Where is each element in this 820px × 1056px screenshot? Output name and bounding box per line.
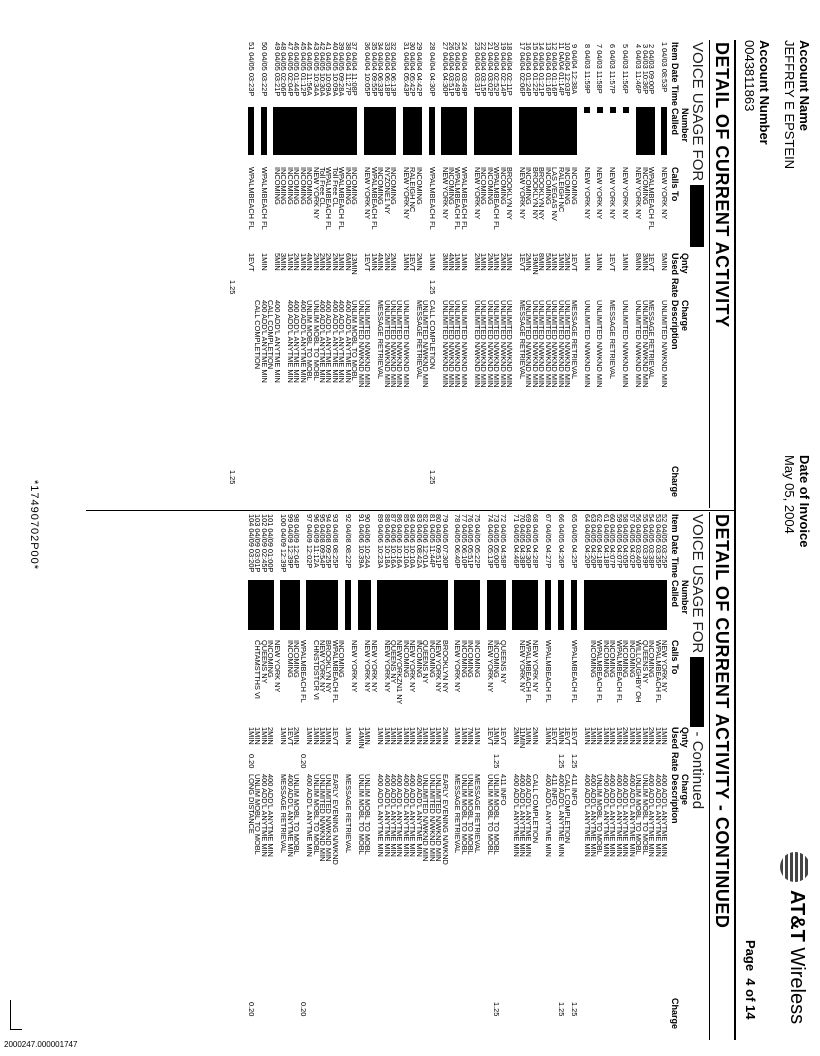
right-hdr-number: Number Called (670, 580, 690, 615)
redaction-bar (610, 107, 616, 113)
right-hdr-charge: Charge (670, 998, 680, 1030)
redaction-bar (441, 107, 467, 155)
redaction-bar (248, 580, 274, 630)
right-title-rule (709, 512, 710, 1040)
redaction-bar (571, 580, 577, 630)
account-number-label: Account Number (757, 40, 772, 145)
crop-mark-horizontal (10, 1029, 22, 1030)
redaction-bar (545, 580, 551, 630)
right-hdr-rate: Rate (670, 752, 680, 772)
column-divider (86, 510, 736, 511)
redaction-bar (261, 107, 267, 155)
left-redacted-numbers (242, 107, 667, 155)
page-number: Page 4 of 14 (743, 940, 758, 1020)
att-logo (785, 890, 808, 1024)
redaction-bar (558, 580, 564, 630)
account-name-label: Account Name (797, 40, 812, 132)
right-col-item: 52 04/05 03:25P 53 04/05 03:35P 54 04/05 03:38P 55 04/05 03:39P 56 04/05 03:40P 57 04/05 04:02P 58 04/05 04:05P 59 04/05 04:07P 60 04/05 04:07P 61 04/05 04:18P 62 04/05 04:18P 63 04/05 04:20P 64 04/05 04:20P 65 04/05 04:25P 66 04/05 04:26P 67 04/05 04:27P 68 04/05 04:28P 69 04/05 04:30P 70 04/05 04:38P 71 04/05 04:46P 72 04/05 04:58P 73 04/05 05:00P 74 04/05 05:13P 75 04/05 05:22P 76 04/05 05:51P 77 04/05 06:10P 78 04/05 06:40P 79 04/05 07:30P 80 04/05 09:51P 81 04/05 11:44P 82 04/06 12:01A 83 04/06 08:42A 84 04/06 10:10A 85 04/06 10:10A 86 04/06 10:16A 87 04/06 10:16A 88 04/06 10:18A 89 04/06 10:23A 90 04/06 10:24A 91 04/06 10:39A 92 04/08 08:22P 93 04/08 08:25P 94 04/08 09:25P 95 04/08 09:54P 96 04/09 11:12A 97 04/09 12:02P 98 04/09 12:04P 99 04/09 12:39P 100 04/09 12:39P 101 04/09 01:00P 102 04/09 02:45P 103 04/09 03:01P 104 04/09 03:20P (247, 514, 669, 573)
left-title-rule (709, 40, 710, 508)
left-hdr-item: Item Date Time (670, 42, 680, 106)
redaction-bar (364, 107, 396, 155)
right-usage-title-text: VOICE USAGE FOR (689, 514, 706, 654)
left-hdr-desc: Charge Description (670, 300, 690, 350)
redaction-bar (454, 580, 480, 630)
right-col-rate: 1.25 1.25 1.25 0.20 0.20 (247, 754, 579, 769)
redaction-bar (358, 580, 371, 630)
right-hdr-qnty: Qnty Used (670, 727, 690, 750)
redaction-bar (280, 580, 300, 630)
redaction-bar (306, 580, 338, 630)
redaction-bar (512, 580, 538, 630)
redaction-bar (661, 107, 667, 155)
header-rule (734, 40, 736, 1040)
redaction-bar (597, 107, 603, 113)
invoice-date: May 05, 2004 (782, 455, 797, 534)
att-globe-icon (780, 852, 810, 882)
left-col-calls-to: NEW YORK NY WPALMBEACH FL INCOMING NEW YORK NY NEW YORK NY NEW YORK NY NEW YORK NY NEW YORK NY INCOMING INCOMING RALEIGH NC LAS VEGAS NV INCOMING BROOKLYN NY BROOKLYN NY INCOMING NEW YORK NY BROOKLYN NY INCOMING WPALMBEACH FL INCOMING INCOMING NEW YORK NY WPALMBEACH FL WPALMBEACH FL INCOMING NEW YORK NY WPALMBEACH FL INCOMING RALEIGH NC NEW YORK NY INCOMING NYZONE1 NY INCOMING WPALMBEACH FL NEW YORK NY INCOMING INCOMING WPALMBEACH FL Toll Free CL WPALMBEACH FL Toll Free CL NEW YORK NY INCOMING INCOMING INCOMING INCOMING INCOMING INCOMING WPALMBEACH FL WPALMBEACH FL (247, 167, 669, 230)
redaction-bar (623, 107, 629, 113)
account-block (742, 40, 812, 169)
redaction-bar (403, 107, 422, 155)
left-hdr-rate: Rate (670, 278, 680, 298)
left-col-qnty: 5MIN 1EVT 3MIN 8MIN 1MIN 1EVT 1MIN 1MIN 1EVT 2MIN 1MIN 1MIN 5MIN 8MIN 19MIN 2MIN 1EVT 1MIN 2MIN 1MIN 2MIN 1MIN 2MIN 1MIN 1MIN 4MIN 3MIN 1MIN 2MIN 1EVT 1MIN 2MIN 2MIN 4MIN 1MIN 1EVT 13MIN 6MIN 1MIN 2MIN 2MIN 2MIN 2MIN 4MIN 1MIN 2MIN 1MIN 3MIN 5MIN 1MIN 1EVT (247, 253, 669, 275)
left-col-rate: 1.25 1.25 (227, 280, 437, 295)
continued-label: - Continued (689, 731, 706, 810)
redaction-bar (474, 107, 512, 155)
redaction-bar (248, 107, 254, 155)
right-redacted-numbers (267, 580, 667, 630)
right-section-title: DETAIL OF CURRENT ACTIVITY - CONTINUED (712, 514, 732, 929)
barcode-text: *17490702P00* (28, 480, 40, 571)
right-hdr-desc: Charge Description (670, 774, 690, 824)
left-hdr-qnty: Qnty Used (670, 253, 690, 276)
right-hdr-calls-to: Calls To (670, 640, 680, 675)
redaction-bar (345, 580, 351, 630)
right-hdr-item: Item Date Time (670, 514, 680, 578)
right-col-qnty: 1MIN 1MIN 2MIN 1MIN 1MIN 1MIN 2MIN 1MIN 1MIN 1MIN 1MIN 1MIN 1MIN 1EVT 1EVT 1MIN 1EVT 1MIN 2MIN 1MIN 11MIN 2MIN 1EVT 1MIN 1EVT 1MIN 7MIN 1MIN 1MIN 2MIN 1MIN 1MIN 1MIN 2MIN 1MIN 1MIN 1MIN 1MIN 1MIN 1MIN 1MIN 14MIN 1MIN 1EVT 1MIN 1MIN 1MIN 1MIN 2MIN 1EVT 1MIN 2MIN 1MIN 1MIN 1MIN (247, 727, 669, 749)
invoice-date-label: Date of Invoice (797, 455, 812, 548)
right-usage-title (689, 514, 706, 809)
right-col-desc: 400 ADD'L ANYTME MIN 400 ADD'L ANYTME MIN 400 ADD'L ANYTME MIN UNLIM MOBL TO MOBL UNLIM MOBL TO MOBL 400 ADD'L ANYTME MIN 400 ADD'L ANYTME MIN 400 ADD'L ANYTME MIN 400 ADD'L ANYTME MIN 400 ADD'L ANYTME MIN UNLIM MOBL TO MOBL 400 ADD'L ANYTME MIN 400 ADD'L ANYTME MIN 411 INFO CALL COMPLETION 400 ADD'L ANYTME MIN 411 INFO 400 ADD'L ANYTME MIN CALL COMPLETION 400 ADD'L ANYTME MIN 400 ADD'L ANYTME MIN 400 ADD'L ANYTME MIN 411 INFO UNLIM MOBL TO MOBL UNLIM MOBL TO MOBL MESSAGE RETRIEVAL UNLIM MOBL TO MOBL UNLIM MOBL TO MOBL MESSAGE RETRIEVAL EARLY EVENING N/WKND UNLIMITED N/WKND MIN UNLIMITED N/WKND MIN UNLIMITED N/WKND MIN 400 ADD'L ANYTME MIN 400 ADD'L ANYTME MIN 400 ADD'L ANYTME MIN 400 ADD'L ANYTME MIN 400 ADD'L ANYTME MIN 400 ADD'L ANYTME MIN 400 ADD'L ANYTME MIN UNLIM MOBL TO MOBL UNLIM MOBL TO MOBL MESSAGE RETRIEVAL EARLY EVENING N/WKND UNLIMITED N/WKND MIN UNLIMITED N/WKND MIN UNLIM MOBL TO MOBL 400 ADD'L ANYTME MIN UNLIM MOBL TO MOBL 400 ADD'L ANYTME MIN MESSAGE RETRIEVAL 400 ADD'L ANYTME MIN 400 ADD'L ANYTME MIN UNLIM MOBL TO MOBL LONG DISTANCE (247, 774, 669, 865)
document-id: 2000247.000001747 (4, 1040, 78, 1049)
redaction-bar (636, 107, 655, 155)
redaction-bar (584, 107, 590, 113)
crop-mark-vertical (10, 1000, 11, 1030)
left-usage-title (689, 42, 706, 247)
invoice-date-block (782, 455, 812, 547)
left-hdr-calls-to: Calls To (670, 167, 680, 202)
redaction-bar (519, 107, 577, 155)
left-section-title: DETAIL OF CURRENT ACTIVITY (712, 42, 732, 328)
account-name: JEFFREY E EPSTEIN (782, 40, 797, 170)
redacted-phone-box (690, 185, 704, 247)
logo-suffix: Wireless (786, 947, 808, 1025)
redaction-bar (273, 107, 357, 155)
redacted-phone-box (690, 657, 704, 727)
left-hdr-number: Number Called (670, 108, 690, 143)
account-number: 0043811863 (742, 40, 757, 112)
redaction-bar (429, 107, 435, 155)
redaction-bar (377, 580, 448, 630)
left-col-desc: UNLIMITED N/WKND MIN MESSAGE RETRIEVAL UNLIMITED N/WKND MIN UNLIMITED N/WKND MIN UNLIMITED N/WKND MIN MESSAGE RETRIEVAL UNLIMITED N/WKND MIN UNLIMITED N/WKND MIN MESSAGE RETRIEVAL UNLIMITED N/WKND MIN UNLIMITED N/WKND MIN UNLIMITED N/WKND MIN UNLIMITED N/WKND MIN UNLIMITED N/WKND MIN UNLIMITED N/WKND MIN UNLIMITED N/WKND MIN MESSAGE RETRIEVAL UNLIMITED N/WKND MIN UNLIMITED N/WKND MIN UNLIMITED N/WKND MIN UNLIMITED N/WKND MIN UNLIMITED N/WKND MIN UNLIMITED N/WKND MIN UNLIMITED N/WKND MIN UNLIMITED N/WKND MIN UNLIMITED N/WKND MIN UNLIMITED N/WKND MIN CALL COMPLETION UNLIMITED N/WKND MIN MESSAGE RETRIEVAL UNLIMITED N/WKND MIN UNLIMITED N/WKND MIN UNLIMITED N/WKND MIN UNLIMITED N/WKND MIN MESSAGE RETRIEVAL UNLIMITED N/WKND MIN UNLIMITED N/WKND MIN UNLIM MOBL TO MOBL 400 ADD'L ANYTME MIN 400 ADD'L ANYTME MIN 400 ADD'L ANYTME MIN 400 ADD'L ANYTME MIN 400 ADD'L ANYTME MIN UNLIM MOBL TO MOBL UNLIM MOBL TO MOBL 400 ADD'L ANYTME MIN 400 ADD'L ANYTME MIN 400 ADD'L ANYTME MIN 400 ADD'L ANYTME MIN CALL COMPLETION 400 ADD'L ANYTME MIN CALL COMPLETION (253, 300, 669, 388)
redaction-bar (584, 580, 667, 630)
left-hdr-charge: Charge (670, 466, 680, 498)
left-col-charge: 1.25 1.25 (227, 470, 437, 485)
logo-name: AT&T (786, 890, 808, 942)
right-col-charge: 1.25 1.25 1.25 0.20 0.20 (247, 1002, 579, 1017)
redaction-bar (487, 580, 506, 630)
left-usage-title-text: VOICE USAGE FOR (689, 42, 706, 182)
left-col-item: 1 04/03 08:53P 2 04/03 09:00P 3 04/03 10:36P 4 04/03 11:46P 5 04/03 11:56P 6 04/03 11:57P 7 04/03 11:58P 8 04/03 11:59P 9 04/04 12:38A 10 04/04 12:03P 11 04/04 01:14P 12 04/04 01:16P 13 04/04 01:16P 14 04/04 01:21P 15 04/04 01:22P 16 04/04 01:24P 17 04/04 02:06P 18 04/04 02:11P 19 04/04 02:14P 20 04/04 02:52P 21 04/04 03:02P 22 04/04 03:15P 23 04/04 03:31P 24 04/04 03:49P 25 04/04 03:49P 26 04/04 03:51P 27 04/04 04:30P 28 04/04 04:30P 29 04/04 04:42P 30 04/04 05:42P 31 04/04 05:43P 32 04/04 06:13P 33 04/04 06:18P 34 04/04 06:33P 35 04/04 09:55P 36 04/04 10:05P 37 04/04 11:08P 38 04/04 11:27P 39 04/05 09:28A 40 04/05 10:09A 41 04/05 10:09A 42 04/05 10:30A 43 04/05 10:34A 44 04/05 11:56A 45 04/05 01:12P 46 04/05 01:44P 47 04/05 02:04P 48 04/05 02:06P 49 04/05 03:21P 50 04/05 03:22P 51 04/05 03:23P (247, 42, 669, 97)
right-col-calls-to: NEW YORK NY WPALMBEACH FL INCOMING QUEENS NY WILLOUGHBY OH INCOMING INCOMING WPALMBEACH FL INCOMING INCOMING WPALMBEACH FL INCOMING WPALMBEACH FL WPALMBEACH FL NEW YORK NY WPALMBEACH FL NEW YORK NY QUEENS NY INCOMING NEW YORK NY INCOMING INCOMING INCOMING NEW YORK NY BROOKLYN NY NEW YORK NY INCOMING QUEENS NY INCOMING NEW YORK NY INCOMING NEWYORKZN1 NY QUEENS NY NEW YORK NY NEW YORK NY NEW YORK NY NEW YORK NY INCOMING WPALMBEACH FL BROOKLYN NY NEW YORK NY CHNSTDSTCR VI WPALMBEACH FL INCOMING INCOMING NEW YORK NY INCOMING QUEENS NY CHTAMSTTHS VI (253, 640, 669, 705)
